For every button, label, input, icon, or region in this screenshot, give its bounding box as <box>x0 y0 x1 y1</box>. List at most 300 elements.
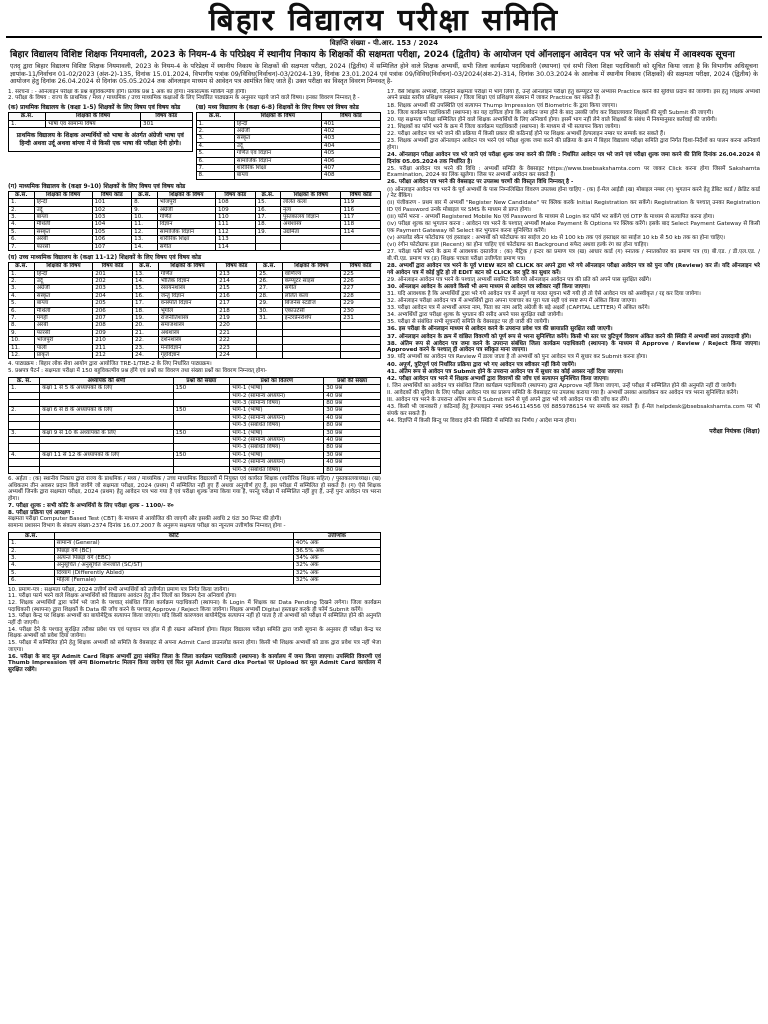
table-row <box>9 351 381 358</box>
table-cell: 212 <box>93 351 133 358</box>
table-row <box>196 120 381 127</box>
table-cell: 4. <box>9 221 35 228</box>
table-row <box>9 444 381 451</box>
table-cell <box>173 392 230 399</box>
table-header-cell: प्रश्नों की संख्या <box>324 377 381 384</box>
table-cell: भूगोल <box>158 307 216 314</box>
point-29: 29. ऑनलाइन आवेदन पत्र भरने के पश्चात् अभ्यर्थी सबमिट किये गये ऑनलाइन आवेदन पत्र की प्रति को अपने पास सुरक्षित रखेंगे। <box>387 276 651 283</box>
table-cell: गणित <box>158 270 216 277</box>
table-cell: 207 <box>93 314 133 321</box>
table-cell: 27. <box>256 285 282 292</box>
table-cell: 9. <box>9 329 35 336</box>
table-header-cell: शिक्षकों के विषय <box>34 263 92 270</box>
table-cell: 1. <box>9 540 55 547</box>
point-40: 40. अपूर्ण, त्रुटिपूर्ण एवं निर्धारित प्रक्रिया द्वारा भरे गए आवेदन पत्र स्वीकार नहीं किये जायेंगे। <box>387 361 576 368</box>
table-cell: भाग-1 (भाषा) <box>230 429 324 436</box>
table-header-cell: क्र.सं. <box>132 263 158 270</box>
point-42-i: I. जिन अभ्यर्थियों का आवेदन पत्र संबंधित जिला कार्यक्रम पदाधिकारी (स्थापना) द्वारा Approve नहीं किया जाएगा, उन्हें परीक्षा में सम्मिलित होने की अनुमति नहीं दी जायेगी। <box>387 382 737 389</box>
table-row <box>9 540 381 547</box>
table-row <box>9 429 381 436</box>
table-cell <box>40 400 173 407</box>
table-cell: 40% अंक <box>293 540 380 547</box>
table-cell: 13. <box>132 236 158 243</box>
table-cell: 7. <box>196 165 234 172</box>
table-row <box>9 329 381 336</box>
table-cell: 111 <box>216 221 256 228</box>
table-cell: भाग-2 (सामान्य अध्ययन) <box>230 437 324 444</box>
table-cell: 116 <box>341 206 381 213</box>
table-cell: 201 <box>93 270 133 277</box>
table-cell <box>9 414 40 421</box>
table-cell: 10. <box>9 337 35 344</box>
table-cell: 150 <box>173 429 230 436</box>
table-cell <box>256 322 282 329</box>
table-cell: 12. <box>9 351 35 358</box>
table-cell: 118 <box>341 221 381 228</box>
table-cell <box>256 351 282 358</box>
table-cell <box>341 322 381 329</box>
table-cell: संस्कृत <box>34 228 92 235</box>
table-cell <box>9 422 40 429</box>
table-cell: 80 प्रश्न <box>324 444 381 451</box>
table-cell <box>40 444 173 451</box>
table-cell <box>282 344 340 351</box>
table-cell: 3. <box>196 135 234 142</box>
higher-secondary-table-title: (घ) उच्च माध्यमिक विद्यालय के (कक्षा 11-12) शिक्षकों के लिए विषय एवं विषय कोड <box>8 254 202 262</box>
table-header-row <box>9 263 381 270</box>
table-cell: 36.5% अंक <box>293 547 380 554</box>
table-row <box>9 221 381 228</box>
table-cell: 7. <box>9 314 35 321</box>
table-cell: 206 <box>93 307 133 314</box>
middle-table-block <box>196 102 382 180</box>
table-cell: 8. <box>196 172 234 179</box>
table-cell <box>282 322 340 329</box>
table-cell: 1. <box>9 385 40 392</box>
table-header-cell: कोटि <box>54 532 293 539</box>
table-cell: 11. <box>9 344 35 351</box>
masthead <box>6 0 762 38</box>
table-cell: कक्षा 6 से 8 के अध्यापकों के लिए <box>40 407 173 414</box>
point-42-iii: III. आवेदन पत्र भरने के उपरान्त अंतिम रूप से Submit करने से पूर्व अपने द्वारा भरे गये आवेदन पत्र की जाँच कर लेंगे। <box>387 397 629 403</box>
table-cell: 10. <box>132 214 158 221</box>
table-cell: 30. <box>256 307 282 314</box>
table-cell: 150 <box>173 407 230 414</box>
table-row <box>9 414 381 421</box>
question-pattern-table <box>8 377 381 474</box>
table-header-cell: शिक्षकों के विषय <box>158 263 216 270</box>
table-cell: 40 प्रश्न <box>324 437 381 444</box>
point-20: 20. यह सक्षमता परीक्षा सम्मिलित होने वाले शिक्षक अभ्यर्थियों के लिए अनिवार्य होगा। इसमें भाग नहीं लेने वाले शिक्षकों के संबंध में नियमानुसार कार्रवाई की जायेगी। <box>387 116 717 123</box>
section-exam-hall: 14. परीक्षा देने के पश्चात् सुरक्षित तरीका प्रवेश पत्र एवं पहचान पत्र हॉल में ही रखना अनिवार्य होगा। बिहार विद्यालय परीक्षा समिति द्वारा जारी सूचना के अनुसार ही परीक्षा केन्द्र पर शिक्षक अभ्यर्थी को प्रवेश दिया जायेगा। <box>8 626 381 640</box>
table-row <box>9 285 381 292</box>
table-cell: हिन्दी <box>234 120 321 127</box>
table-cell: उद्यमिता <box>281 228 341 235</box>
table-cell: 31. <box>256 314 282 321</box>
table-cell: सामाजिक विज्ञान <box>157 228 215 235</box>
table-cell: 4. <box>9 451 40 458</box>
table-cell: भाग-3 (संबंधित विषय) <box>230 444 324 451</box>
table-cell: 227 <box>341 285 381 292</box>
table-cell: बांग्ला <box>34 300 92 307</box>
table-cell: 109 <box>216 206 256 213</box>
table-row <box>196 128 381 135</box>
table-cell: भोजपुरी <box>34 337 92 344</box>
table-cell: 40 प्रश्न <box>324 414 381 421</box>
section-district-choice: 11. परीक्षा फार्म भरने वाले शिक्षक अभ्यर्थियों को विद्यालय आवंटन हेतु तीन जिलों का विकल्प देना अनिवार्य होगा। <box>8 593 237 600</box>
table-cell: 408 <box>321 172 380 179</box>
table-row <box>196 142 381 149</box>
higher-secondary-table-body <box>9 270 381 359</box>
table-cell: अंग्रेजी <box>157 206 215 213</box>
table-cell: 404 <box>321 142 380 149</box>
table-header-row <box>9 532 381 539</box>
table-row <box>9 569 381 576</box>
table-cell: संगीत <box>282 285 340 292</box>
point-26: 26. परीक्षा आवेदन पत्र भरने की वेबसाइट पर उपलब्ध चरणों की विस्तृत विधि निम्नवत् है - <box>387 179 574 186</box>
section-certificate: 10. प्रमाण-पत्र : सक्षमता परीक्षा, 2024 उत्तीर्ण सभी अभ्यर्थियों को उत्तीर्णता प्रमाण पत्र निर्गत किया जायेगा। <box>8 586 230 593</box>
table-row <box>9 236 381 243</box>
table-cell: 225 <box>341 270 381 277</box>
table-cell: कक्षा 1 से 5 के अध्यापकों के लिए <box>40 385 173 392</box>
table-cell <box>9 459 40 466</box>
table-header-cell: शिक्षकों के विषय <box>46 113 141 120</box>
table-cell: 1. <box>9 120 46 127</box>
table-header-cell: उत्तीर्णांक <box>293 532 380 539</box>
section-biometric: 13. परीक्षा केन्द्र पर शिक्षक अभ्यर्थी का बायोमेट्रिक सत्यापन किया जाएगा। यदि किसी कारणवश बायोमेट्रिक सत्यापन नहीं हो पाता है तो अभ्यर्थी को परीक्षा में सम्मिलित होने की अनुमति नहीं दी जाएगी। <box>8 613 381 627</box>
table-cell: 5. <box>9 300 35 307</box>
table-cell: कम्प्यूटर साइंस <box>282 277 340 284</box>
table-cell: 19. <box>255 228 281 235</box>
section-admit-card-return: 16. परीक्षा के बाद मूल Admit Card शिक्षक अभ्यर्थी द्वारा संबंधित जिला के जिला कार्यक्रम पदाधिकारी (स्थापना) के कार्यालय में जमा किया जाएगा। उपस्थिति विवरणी एवं Thumb Impression एवं अन्य Biometric मिलान किया जायेगा एवं फिर मूल Admit Card dks Portal पर Upload कर मूल Admit Card कार्यालय में सुरक्षित रखेंगे। <box>8 653 381 673</box>
table-cell: 4. <box>196 142 234 149</box>
table-cell: 6. <box>9 307 35 314</box>
table-cell: 8. <box>132 199 158 206</box>
table-row <box>9 344 381 351</box>
point-18: 18. शिक्षक अभ्यर्थी की उपस्थिति एवं सत्यापन Thump Impression एवं Biometric के द्वारा किया जाएगा। <box>387 102 618 109</box>
higher-secondary-subject-table <box>8 262 381 359</box>
point-35: 35. परीक्षा से संबंधित सभी सूचनाएँ समिति के वेबसाइट पर ही जारी की जायेगी। <box>387 319 550 326</box>
table-cell <box>173 414 230 421</box>
table-header-cell: क्र.सं. <box>196 113 234 120</box>
table-cell <box>282 351 340 358</box>
table-cell: महिला (Female) <box>54 577 293 584</box>
section-passmarks: सामान्य प्रशासन विभाग के संकल्प संख्या-2374 दिनांक 16.07.2007 के अनुरूप सक्षमता परीक्षा का न्यूनतम उत्तीर्णांक निम्नवत् होगा - <box>8 522 286 529</box>
table-cell: 114 <box>216 243 256 250</box>
point-39: 39. यदि अभ्यर्थी का आवेदन पत्र Review में डाला जाता है तो अभ्यर्थी को पुनः आवेदन पत्र में सुधार कर Submit करना होगा। <box>387 354 648 361</box>
table-cell: 101 <box>92 199 132 206</box>
table-cell: भोजपुरी <box>157 199 215 206</box>
point-26-iv: (iv) परीक्षा शुल्क का भुगतान करना : आवेदन पत्र भरने के पश्चात् अभ्यर्थी Make Payment के Options पर क्लिक करेंगे। इसके बाद Select Payment Gateway से किसी एक Payment Gateway को Select कर भुगतान करना सुनिश्चित करेंगे। <box>387 221 760 234</box>
table-cell: 30 प्रश्न <box>324 451 381 458</box>
table-cell: पिछड़ा वर्ग (BC) <box>54 547 293 554</box>
table-cell: 3. <box>9 285 35 292</box>
table-cell: 403 <box>321 135 380 142</box>
table-cell: 28. <box>256 292 282 299</box>
table-row <box>9 214 381 221</box>
table-cell: मैथिली <box>34 221 92 228</box>
pattern-table-block <box>8 377 381 474</box>
table-row <box>9 337 381 344</box>
table-cell: पाली <box>34 344 92 351</box>
table-row <box>9 322 381 329</box>
table-cell: 11. <box>132 221 158 228</box>
table-header-cell: शिक्षकों के विषय <box>282 263 340 270</box>
section-eligibility: 6. अर्हता : (क) स्थानीय निकाय द्वारा राज्य के प्राथमिक / मध्य / माध्यमिक / उच्च माध्यमिक विद्यालयों में नियुक्त एवं कार्यरत शिक्षक (शारीरिक शिक्षक सहित) / पुस्तकालयाध्यक्ष। (ख) अधिकतम तीन अवसर प्रदान किये जायेंगे जो सक्षमता परीक्षा, 2024 (प्रथम) में सम्मिलित नहीं हुए हैं अथवा अनुत्तीर्ण हुए हैं, इस परीक्षा में सम्मिलित हो सकते हैं। (ग) ऐसे शिक्षक अभ्यर्थी जिनके द्वारा सक्षमता परीक्षा, 2024 (प्रथम) हेतु आवेदन पत्र भरा गया है एवं परीक्षा शुल्क जमा किया गया है, परन्तु परीक्षा में सम्मिलित नहीं हुए हैं, उन्हें पुनः आवेदन पत्र भरना होगा। <box>8 476 381 503</box>
table-cell: 112 <box>216 228 256 235</box>
table-cell: 40 प्रश्न <box>324 392 381 399</box>
table-cell <box>40 392 173 399</box>
table-header-cell: विषय कोड <box>321 113 380 120</box>
section-cbt: सक्षमता परीक्षा Computer Based Test (CBT) के माध्यम से आयोजित की जाएगी और इसकी अवधि 2 घंटा 30 मिनट की होगी। <box>8 516 282 523</box>
table-cell <box>173 437 230 444</box>
table-cell: दर्शनशास्त्र <box>158 337 216 344</box>
table-cell: अरबी <box>34 236 92 243</box>
table-cell: 7. <box>9 243 35 250</box>
table-cell: बांग्ला <box>34 214 92 221</box>
point-26-i: (i) ऑनलाइन आवेदन पत्र भरने के पूर्व अभ्यर्थी के पास निम्नलिखित विवरण उपलब्ध होना चाहिए - (क) ई-मेल आईडी (ख) मोबाइल नम्बर (ग) भुगतान करने हेतु डेबिट कार्ड / क्रेडिट कार्ड / नेट बैंकिंग। <box>387 186 760 200</box>
left-column <box>8 89 381 674</box>
table-cell: 34% अंक <box>293 554 380 561</box>
table-cell: 301 <box>141 120 192 127</box>
table-row <box>9 228 381 235</box>
table-header-cell: क्र.सं. <box>9 191 35 198</box>
table-cell: हिन्दी <box>34 270 92 277</box>
table-cell: 210 <box>93 337 133 344</box>
table-row <box>9 314 381 321</box>
point-33: 33. परीक्षा आवेदन पत्र में अभ्यर्थी अपना नाम, पिता का नाम आदि अंग्रेजी के बड़े अक्षरों (CAPITAL LETTER) में अंकित करेंगे। <box>387 305 650 312</box>
middle-table-body <box>196 120 381 179</box>
table-cell: 2. <box>196 128 234 135</box>
table-cell: 222 <box>217 337 257 344</box>
table-cell: गृहविज्ञान <box>158 351 216 358</box>
table-cell <box>40 466 173 473</box>
point-22: 22. परीक्षा आवेदन पत्र भरे जाने की प्रक्रिया में किसी प्रकार की कठिनाई होने पर शिक्षक अभ्यर्थी हेल्पलाइन नम्बर पर सम्पर्क कर सकते हैं। <box>387 130 666 137</box>
table-cell <box>173 400 230 407</box>
point-28: 28. अभ्यर्थी द्वारा आवेदन पत्र भरने के पूर्व VIEW बटन को CLICK कर अपने द्वारा भरे गये ऑनलाइन परीक्षा आवेदन पत्र को पुनः जाँच (Review) कर लें। यदि ऑनलाइन भरे गये आवेदन पत्र में कोई त्रुटि हो तो EDIT बटन को CLICK कर त्रुटि का सुधार करें। <box>387 263 760 276</box>
table-cell: 16. <box>132 292 158 299</box>
table-header-row <box>9 191 381 198</box>
table-header-cell: विषय कोड <box>216 191 256 198</box>
table-cell: अर्थशास्त्र <box>158 329 216 336</box>
table-row <box>9 120 193 127</box>
table-cell: 12. <box>132 228 158 235</box>
table-cell <box>281 236 341 243</box>
section-pattern: 5. प्रश्नपत्र पैटर्न : सक्षमता परीक्षा में 150 बहुविकल्पीय प्रश्न होंगे एवं प्रश्नों का विवरण तथा संख्या प्रश्नों का विवरण निम्नवत् होगा- <box>8 368 267 375</box>
table-cell: 4. <box>9 562 55 569</box>
table-cell: संस्कृत <box>234 135 321 142</box>
table-cell: 32% अंक <box>293 569 380 576</box>
table-cell: 9. <box>132 206 158 213</box>
table-cell: 6. <box>196 157 234 164</box>
point-26-ii: (ii) पंजीकरण - प्रथम बार में अभ्यर्थी "Register New Candidate" पर क्लिक करके Initial Registration कर सकेंगे। Registration के पश्चात् उनका Registration ID एवं Password उनके मोबाइल पर SMS के माध्यम से प्राप्त होगा। <box>387 200 760 214</box>
point-37: 37. ऑनलाइन आवेदन के क्रम में वांछित विवरणी को पूर्ण रूप से भरना सुनिश्चित करेंगे। किसी भी स्तर पर त्रुटिपूर्ण विवरण अंकित करने की स्थिति में अभ्यर्थी स्वयं उत्तरदायी होंगे। <box>387 333 752 340</box>
table-cell: अत्यन्त पिछड़ा वर्ग (EBC) <box>54 554 293 561</box>
point-26-v: (v) अपलोड स्कैन फोटोग्राफ एवं हस्ताक्षर : अभ्यर्थी को फोटोग्राफ का साईज 20 kb से 100 kb तक एवं हस्ताक्षर का साईज 10 kb से 50 kb तक का होना चाहिए। <box>387 235 726 242</box>
point-30: 30. ऑनलाइन आवेदन के अलावे किसी भी अन्य माध्यम से आवेदन पत्र स्वीकार नहीं किया जाएगा। <box>387 283 590 290</box>
pattern-table-body <box>9 385 381 474</box>
table-cell <box>40 459 173 466</box>
table-cell: सामान्य (General) <box>54 540 293 547</box>
table-header-cell: क्र.सं. <box>9 532 55 539</box>
table-row <box>9 400 381 407</box>
section-subjects: 2. परीक्षा के विषय : राज्य के प्राथमिक / मध्य / माध्यमिक / उच्च माध्यमिक कक्षाओं के लिए निर्धारित पाठ्यक्रम के अनुसार पढ़ाये जाने वाले विषय। इनका विवरण निम्नवत् है - <box>8 95 360 102</box>
table-cell: 216 <box>217 292 257 299</box>
table-cell: 102 <box>92 206 132 213</box>
table-cell: 219 <box>217 314 257 321</box>
table-cell: 231 <box>341 314 381 321</box>
table-cell: 3. <box>9 554 55 561</box>
table-cell: 32% अंक <box>293 562 380 569</box>
table-header-cell: विषय कोड <box>341 263 381 270</box>
table-cell: अरबी <box>34 322 92 329</box>
table-cell: 80 प्रश्न <box>324 466 381 473</box>
table-cell: 23. <box>132 344 158 351</box>
point-32: 32. ऑनलाइन परीक्षा आवेदन पत्र में अभ्यर्थियों द्वारा अपना पत्राचार का पूरा पता सही एवं स्पष्ट रूप में अंकित किया जाएगा। <box>387 298 637 305</box>
table-cell: 4. <box>9 292 35 299</box>
table-cell: मगही <box>34 314 92 321</box>
point-36: 36. इस परीक्षा के ऑनलाइन माध्यम से आवेदन करने के उपरान्त प्रवेश पत्र की छायाप्रति सुरक्षित रखी जाएगी। <box>387 326 613 333</box>
table-cell <box>9 437 40 444</box>
table-cell: संगीत <box>157 243 215 250</box>
point-24: 24. ऑनलाइन परीक्षा आवेदन पत्र भरे जाने एवं परीक्षा शुल्क जमा करने की तिथि : निर्धारित आवेदन पत्र भरे जाने एवं परीक्षा शुल्क जमा करने की तिथि दिनांक 26.04.2024 से दिनांक 05.05.2024 तक निर्धारित है। <box>387 151 760 165</box>
table-row <box>9 199 381 206</box>
table-cell: 15. <box>132 285 158 292</box>
table-cell <box>256 329 282 336</box>
table-cell: अंग्रेजी <box>234 128 321 135</box>
table-cell: भाग-3 (संबंधित विषय) <box>230 422 324 429</box>
table-cell: 119 <box>341 199 381 206</box>
table-cell <box>341 337 381 344</box>
table-header-cell: शिक्षकों के विषय <box>157 191 215 198</box>
table-cell: 18. <box>255 221 281 228</box>
table-header-cell: शिक्षकों के विषय <box>234 113 321 120</box>
table-row <box>9 407 381 414</box>
table-header-cell: क्र.सं. <box>256 263 282 270</box>
table-row <box>9 307 381 314</box>
table-cell: 150 <box>173 385 230 392</box>
higher-secondary-table-block <box>8 253 381 359</box>
table-cell: 221 <box>217 329 257 336</box>
signature: परीक्षा नियंत्रक (शिक्षा) <box>709 427 760 435</box>
table-cell: सामाजिक विज्ञान <box>234 157 321 164</box>
table-cell <box>9 444 40 451</box>
secondary-table-block <box>8 182 381 251</box>
table-cell: नृत्य <box>281 206 341 213</box>
table-cell: 209 <box>93 329 133 336</box>
table-header-cell: विषय कोड <box>341 191 381 198</box>
table-row <box>9 451 381 458</box>
table-cell: 202 <box>93 277 133 284</box>
table-cell <box>9 466 40 473</box>
table-cell: 223 <box>217 344 257 351</box>
table-cell: बांग्ला <box>234 172 321 179</box>
table-cell: 226 <box>341 277 381 284</box>
table-cell: वनस्पति विज्ञान <box>158 300 216 307</box>
table-cell: 224 <box>217 351 257 358</box>
point-31: 31. यदि आवश्यक है कि अभ्यर्थियों द्वारा भरे गये आवेदन पत्र में अपूर्ण या गलत सूचना भरी गयी हो तो ऐसे आवेदन पत्र को अस्वीकृत / रद्द कर दिया जायेगा। <box>387 290 701 297</box>
section-syllabus: 4. पाठ्यक्रम : बिहार लोक सेवा आयोग द्वारा आयोजित TRE-1/TRE-2 के लिए निर्धारित पाठ्यक्रम। <box>8 361 212 368</box>
table-cell: 113 <box>216 236 256 243</box>
table-header-cell: अध्यापक की श्रेणी <box>40 377 173 384</box>
table-cell: गणित एवं विज्ञान <box>234 150 321 157</box>
table-row <box>9 562 381 569</box>
table-header-cell: विषय कोड <box>92 191 132 198</box>
table-cell <box>173 459 230 466</box>
table-cell: राजनीतिशास्त्र <box>158 314 216 321</box>
table-cell <box>9 392 40 399</box>
table-cell: फारसी <box>34 243 92 250</box>
table-header-cell: क्र.सं. <box>9 113 46 120</box>
table-cell <box>281 243 341 250</box>
table-cell: शारीरिक शिक्षा <box>157 236 215 243</box>
table-cell: इन्टरप्रेनरशिप <box>282 314 340 321</box>
table-header-cell: क्र.सं. <box>255 191 281 198</box>
table-cell: 2. <box>9 277 35 284</box>
point-38: 38. अंतिम रूप से आवेदन पत्र जमा करने के उपरान्त संबंधित जिला कार्यक्रम पदाधिकारी (स्थापना) के माध्यम से Approve / Review / Reject किया जाएगा। Approved करने के पश्चात् ही आवेदन पत्र स्वीकृत माना जाएगा। <box>387 340 760 354</box>
section-admit-card: 15. परीक्षा में सम्मिलित होने हेतु शिक्षक अभ्यर्थी को समिति के वेबसाइट से अपना Admit Card डाउनलोड करना होगा। किसी भी शिक्षक अभ्यर्थी को डाक द्वारा प्रवेश पत्र नहीं भेजा जाएगा। <box>8 640 381 653</box>
table-cell: 401 <box>321 120 380 127</box>
table-row <box>9 466 381 473</box>
table-cell: 29. <box>256 300 282 307</box>
table-header-cell: विषय कोड <box>141 113 192 120</box>
table-cell: 17. <box>255 214 281 221</box>
table-cell: 32% अंक <box>293 577 380 584</box>
table-cell: 211 <box>93 344 133 351</box>
table-cell: भाग-3 (संबंधित विषय) <box>230 466 324 473</box>
table-header-cell: प्रश्नों का वितरण <box>230 377 324 384</box>
table-cell: भाग-2 (सामान्य अध्ययन) <box>230 392 324 399</box>
table-cell: 30 प्रश्न <box>324 429 381 436</box>
table-cell: 217 <box>217 300 257 307</box>
table-cell: भाग-1 (भाषा) <box>230 451 324 458</box>
point-42-ii: II. आवेदकों की सुविधा के लिए परीक्षा आवेदन पत्र का प्रारूप समिति के वेबसाइट पर उपलब्ध कराया गया है। अभ्यर्थी उसका अवलोकन कर आवेदन पत्र भरना सुनिश्चित करेंगे। <box>387 389 739 396</box>
point-25: 25. परीक्षा आवेदन पत्र भरने की विधि : अभ्यर्थी समिति के वेबसाइट https://www.bsebsakshamta.com पर जाकर Click करना होगा जिसमें Sakshamta Examination, 2024 का लिंक खुलेगा। जिस पर अभ्यर्थी आवेदन कर सकते हैं। <box>387 165 760 179</box>
table-cell <box>255 236 281 243</box>
table-cell: अंग्रेजी <box>34 285 92 292</box>
table-cell <box>341 351 381 358</box>
table-cell: 150 <box>173 451 230 458</box>
table-row <box>196 165 381 172</box>
table-cell: 407 <box>321 165 380 172</box>
passmark-table <box>8 532 381 585</box>
table-cell: पुस्तकालय विज्ञान <box>281 214 341 221</box>
table-cell: 14. <box>132 243 158 250</box>
point-17: 17. वैसे शिक्षक अभ्यर्थी, जिन्होंने सक्षमता परीक्षा में भाग लिया है, उन्हें ऑनलाइन परीक्षा हेतु कम्प्यूटर पर अभ्यास Practice करने की सुविधा प्रदान की जायेगी। इस हेतु शिक्षक अभ्यर्थी अपने प्रखंड स्तरीय प्रशिक्षण संस्थान / जिला शिक्षा एवं प्रशिक्षण संस्थान में जाकर Practice कर सकते हैं। <box>387 88 760 102</box>
table-cell: उर्दू <box>34 277 92 284</box>
table-cell: 229 <box>341 300 381 307</box>
table-cell: 17. <box>132 300 158 307</box>
table-row <box>9 385 381 392</box>
table-cell: 214 <box>217 277 257 284</box>
table-cell: हिन्दी <box>34 199 92 206</box>
table-header-cell: प्रश्नों की संख्या <box>173 377 230 384</box>
table-cell: 13. <box>132 270 158 277</box>
table-cell: 106 <box>92 236 132 243</box>
table-cell: 16. <box>255 206 281 213</box>
table-cell: ललित कला <box>281 199 341 206</box>
table-cell: 14. <box>132 277 158 284</box>
table-cell: रसायनशास्त्र <box>158 285 216 292</box>
table-cell: कक्षा 9 से 10 के अध्यापकों के लिए <box>40 429 173 436</box>
table-cell: 15. <box>255 199 281 206</box>
point-27: 27. परीक्षा फॉर्म भरने के क्रम में आवश्यक दस्तावेज : (क) मैट्रिक / इन्टर का प्रमाण पत्र (ख) आधार कार्ड (ग) स्नातक / स्नातकोत्तर का प्रमाण पत्र (घ) बी.एड. / डी.एल.एड. / बी.पी.एड. प्रमाण पत्र (ङ) शिक्षक पात्रता परीक्षा उत्तीर्णता प्रमाण पत्र। <box>387 249 760 262</box>
table-cell: 30 प्रश्न <box>324 407 381 414</box>
secondary-subject-table <box>8 191 381 251</box>
table-cell <box>173 422 230 429</box>
table-cell: 24. <box>132 351 158 358</box>
section-structure: 1. संरचना : - ऑनलाइन परीक्षा के प्रश्न बहुविकल्पीय होंगे। प्रत्येक प्रश्न 1 अंक का होगा। नकारात्मक मार्किंग नहीं होगी। <box>8 88 247 95</box>
